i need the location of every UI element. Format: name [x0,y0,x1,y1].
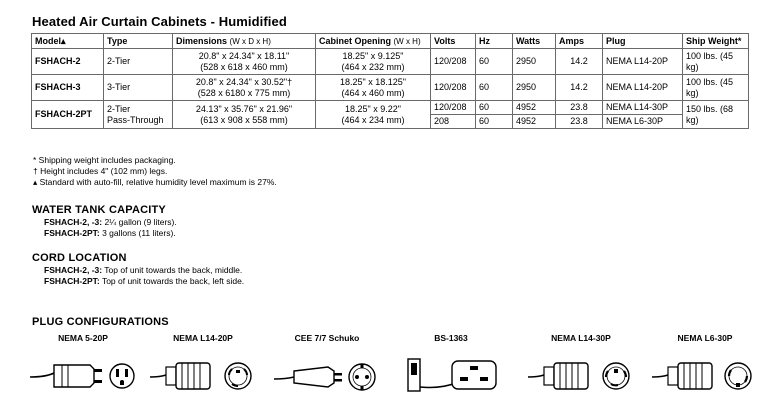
water-tank-details [44,217,177,239]
model-cell: FSHACH-3 [32,75,104,101]
plug-label: NEMA L14-30P [551,333,611,343]
plug-nema-l14-30p [526,333,636,393]
hz-cell: 60 [476,101,513,115]
watts-cell: 2950 [513,75,556,101]
opening-cell: 18.25" x 9.22" (464 x 234 mm) [316,101,431,129]
model-cell: FSHACH-2 [32,49,104,75]
header-type: Type [104,34,173,49]
footnote-legs: † Height includes 4" (102 mm) legs. [33,166,168,176]
cord-location-line: FSHACH-2PT: Top of unit towards the back, left side. [44,276,245,286]
table-row [32,49,749,75]
table-row [32,75,749,101]
header-ship-weight: Ship Weight* [683,34,749,49]
header-volts: Volts [431,34,476,49]
dimensions-cell: 24.13" x 35.76" x 21.96" (613 x 908 x 558 mm) [173,101,316,129]
plug-nema-5-20p [28,333,138,393]
plug-label: NEMA 5-20P [58,333,108,343]
type-cell: 3-Tier [104,75,173,101]
hz-cell: 60 [476,75,513,101]
plug-bs-1363 [396,333,506,393]
amps-cell: 23.8 [556,115,603,129]
header-watts: Watts [513,34,556,49]
plug-label: NEMA L6-30P [677,333,733,343]
cord-location-heading: CORD LOCATION [32,252,127,264]
plug-cell: NEMA L14-30P [603,101,683,115]
dimensions-cell: 20.8" x 24.34" x 18.11" (528 x 618 x 460 mm) [173,49,316,75]
type-cell: 2-Tier [104,49,173,75]
amps-cell: 14.2 [556,75,603,101]
header-amps: Amps [556,34,603,49]
type-cell: 2-Tier Pass-Through [104,101,173,129]
cord-location-line: FSHACH-2, -3: Top of unit towards the back, middle. [44,265,243,275]
header-hz: Hz [476,34,513,49]
dimensions-cell: 20.8" x 24.34" x 30.52"† (528 x 6180 x 775 mm) [173,75,316,101]
amps-cell: 23.8 [556,101,603,115]
water-tank-line: FSHACH-2, -3: 2¼ gallon (9 liters). [44,217,177,227]
plug-cell: NEMA L14-20P [603,75,683,101]
header-plug: Plug [603,34,683,49]
spec-table [31,33,749,129]
plug-nema-l14-20p [148,333,258,393]
amps-cell: 14.2 [556,49,603,75]
table-row [32,101,749,115]
plug-label: CEE 7/7 Schuko [294,333,360,343]
watts-cell: 4952 [513,101,556,115]
plug-nema-l6-30p [650,333,760,393]
water-tank-line: FSHACH-2PT: 3 gallons (11 liters). [44,228,176,238]
watts-cell: 2950 [513,49,556,75]
hz-cell: 60 [476,49,513,75]
nema-l14-30p-plug-icon [526,347,636,393]
nema-l6-30p-plug-icon [650,347,760,393]
footnotes [33,155,277,188]
cee-schuko-plug-icon [272,347,382,393]
volts-cell: 120/208 [431,49,476,75]
nema-l14-20p-plug-icon [148,347,258,393]
model-cell: FSHACH-2PT [32,101,104,129]
weight-cell: 150 lbs. (68 kg) [683,101,749,129]
hz-cell: 60 [476,115,513,129]
water-tank-heading: WATER TANK CAPACITY [32,204,166,216]
plug-cell: NEMA L14-20P [603,49,683,75]
watts-cell: 4952 [513,115,556,129]
cord-location-details [44,265,244,287]
plug-cell: NEMA L6-30P [603,115,683,129]
footnote-shipping: * Shipping weight includes packaging. [33,155,176,165]
plug-label: NEMA L14-20P [173,333,233,343]
plug-configurations-heading: PLUG CONFIGURATIONS [32,316,169,328]
header-model: Model▴ [32,34,104,49]
weight-cell: 100 lbs. (45 kg) [683,49,749,75]
plug-cee-schuko [272,333,382,393]
header-cabinet-opening: Cabinet Opening (W x H) [316,34,431,49]
page-title: Heated Air Curtain Cabinets - Humidified [32,14,287,29]
header-dimensions: Dimensions (W x D x H) [173,34,316,49]
nema-5-20p-plug-icon [28,347,138,393]
volts-cell: 120/208 [431,75,476,101]
bs-1363-plug-icon [396,347,506,393]
footnote-autofill: ▴ Standard with auto-fill, relative humidity level maximum is 27%. [33,177,277,187]
volts-cell: 208 [431,115,476,129]
volts-cell: 120/208 [431,101,476,115]
opening-cell: 18.25" x 9.125" (464 x 232 mm) [316,49,431,75]
weight-cell: 100 lbs. (45 kg) [683,75,749,101]
table-header-row [32,34,749,49]
plug-label: BS-1363 [434,333,468,343]
opening-cell: 18.25" x 18.125" (464 x 460 mm) [316,75,431,101]
